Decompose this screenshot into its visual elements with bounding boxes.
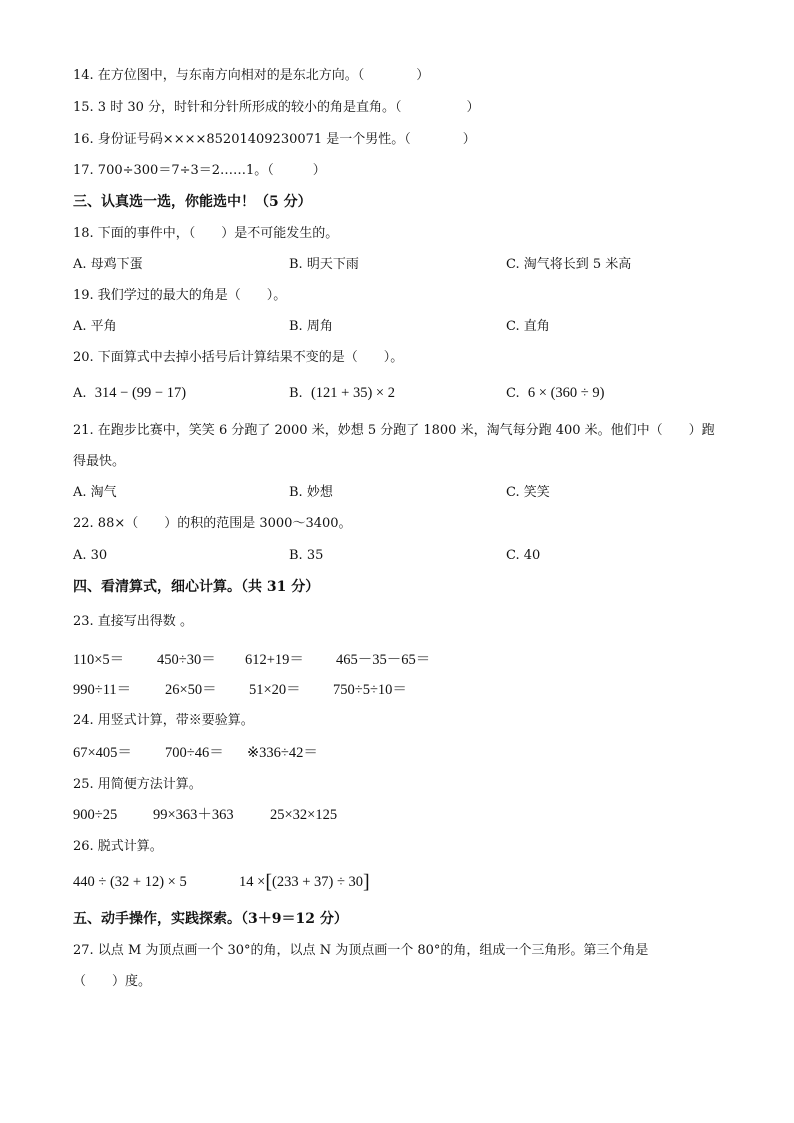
question-19-option-c: C. 直角 bbox=[506, 319, 550, 334]
section-4-heading: 四、看清算式，细心计算。（共 31 分） bbox=[73, 579, 320, 595]
question-27-line-2: （ ）度。 bbox=[73, 974, 152, 989]
question-24-item: 700÷46＝ bbox=[165, 745, 224, 761]
option-expression: 314 − (99 − 17) bbox=[94, 385, 187, 401]
question-21-stem-line-1: 21. 在跑步比赛中，笑笑 6 分跑了 2000 米，妙想 5 分跑了 1800 米，淘气每分跑 400 米。他们中（ ）跑 bbox=[73, 423, 715, 438]
question-14: 14. 在方位图中，与东南方向相对的是东北方向。（ ） bbox=[73, 68, 430, 83]
question-20-option-c bbox=[506, 384, 604, 403]
question-16: 16. 身份证号码××××85201409230071 是一个男性。（ ） bbox=[73, 132, 476, 147]
question-20-option-a bbox=[73, 384, 186, 403]
question-23-item: 990÷11＝ bbox=[73, 682, 132, 698]
question-24-stem: 24. 用竖式计算，带※要验算。 bbox=[73, 713, 254, 728]
right-square-bracket: ] bbox=[363, 871, 370, 893]
question-18-option-c: C. 淘气将长到 5 米高 bbox=[506, 257, 632, 272]
question-23-item: 51×20＝ bbox=[249, 682, 301, 698]
question-18-option-a: A. 母鸡下蛋 bbox=[73, 257, 143, 272]
option-label: B. bbox=[289, 386, 303, 401]
question-23-item: 750÷5÷10＝ bbox=[333, 682, 407, 698]
option-expression: 6 × (360 ÷ 9) bbox=[527, 385, 605, 401]
expression-prefix: 14 × bbox=[239, 874, 266, 890]
question-22-option-b: B. 35 bbox=[289, 548, 324, 563]
section-5-heading: 五、动手操作，实践探索。（3＋9＝12 分） bbox=[73, 911, 348, 927]
option-label: A. bbox=[73, 386, 87, 401]
question-15: 15. 3 时 30 分，时针和分针所形成的较小的角是直角。（ ） bbox=[73, 100, 480, 115]
question-18-option-b: B. 明天下雨 bbox=[289, 257, 359, 272]
question-25-item: 99×363＋363 bbox=[153, 807, 234, 823]
question-22-stem: 22. 88×（ ）的积的范围是 3000～3400。 bbox=[73, 516, 352, 531]
question-21-stem-line-2: 得最快。 bbox=[73, 454, 126, 469]
question-26-expression-2 bbox=[239, 873, 370, 891]
question-21-option-c: C. 笑笑 bbox=[506, 485, 550, 500]
question-24-item: 67×405＝ bbox=[73, 745, 132, 761]
question-23-item: 612+19＝ bbox=[245, 652, 304, 668]
question-26-stem: 26. 脱式计算。 bbox=[73, 839, 163, 854]
left-square-bracket: [ bbox=[265, 871, 272, 893]
question-20-stem: 20. 下面算式中去掉小括号后计算结果不变的是（ ）。 bbox=[73, 350, 404, 365]
question-19-option-b: B. 周角 bbox=[289, 319, 333, 334]
question-23-item: 465－35－65＝ bbox=[336, 652, 431, 668]
question-17: 17. 700÷300＝7÷3＝2……1。（ ） bbox=[73, 163, 326, 178]
question-25-item: 25×32×125 bbox=[270, 807, 338, 823]
question-21-option-b: B. 妙想 bbox=[289, 485, 333, 500]
question-20-option-b bbox=[289, 384, 395, 403]
expression-inner: (233 + 37) ÷ 30 bbox=[271, 874, 364, 890]
question-19-stem: 19. 我们学过的最大的角是（ ）。 bbox=[73, 288, 287, 303]
question-19-option-a: A. 平角 bbox=[73, 319, 117, 334]
question-25-item: 900÷25 bbox=[73, 807, 118, 823]
question-26-expression-1: 440 ÷ (32 + 12) × 5 bbox=[73, 874, 187, 890]
question-25-stem: 25. 用简便方法计算。 bbox=[73, 777, 202, 792]
question-21-option-a: A. 淘气 bbox=[73, 485, 117, 500]
question-22-option-c: C. 40 bbox=[506, 548, 541, 563]
option-expression: (121 + 35) × 2 bbox=[310, 385, 395, 401]
question-18-stem: 18. 下面的事件中，（ ）是不可能发生的。 bbox=[73, 226, 339, 241]
question-23-item: 26×50＝ bbox=[165, 682, 217, 698]
question-23-item: 110×5＝ bbox=[73, 652, 125, 668]
section-3-heading: 三、认真选一选，你能选中！（5 分） bbox=[73, 194, 312, 210]
question-23-item: 450÷30＝ bbox=[157, 652, 216, 668]
option-label: C. bbox=[506, 386, 520, 401]
question-27-line-1: 27. 以点 M 为顶点画一个 30°的角，以点 N 为顶点画一个 80°的角，组成一个三角形。第三个角是 bbox=[73, 943, 649, 958]
question-22-option-a: A. 30 bbox=[73, 548, 108, 563]
question-23-stem: 23. 直接写出得数 。 bbox=[73, 614, 193, 629]
question-24-item: ※336÷42＝ bbox=[247, 745, 318, 761]
